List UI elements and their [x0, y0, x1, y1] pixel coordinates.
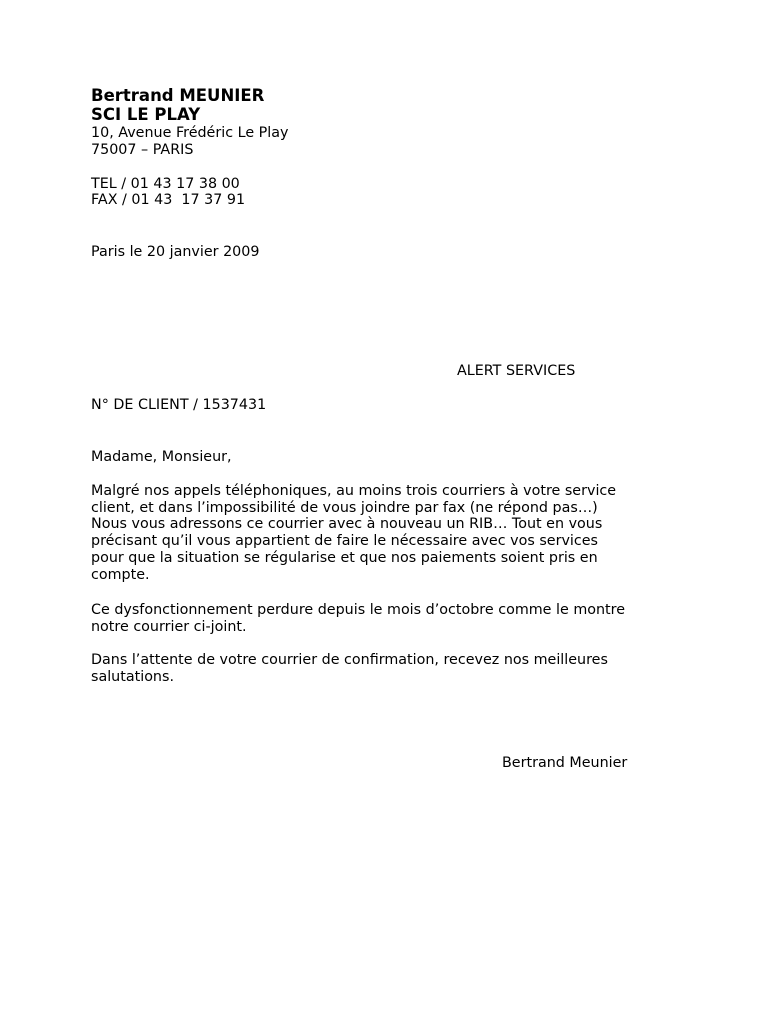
sender-company: SCI LE PLAY	[91, 105, 201, 124]
salutation: Madame, Monsieur,	[91, 449, 232, 465]
paragraph-line: Nous vous adressons ce courrier avec à nouveau un RIB… Tout en vous	[91, 516, 603, 532]
sender-tel: TEL / 01 43 17 38 00	[91, 176, 240, 192]
paragraph-line: notre courrier ci-joint.	[91, 619, 247, 635]
paragraph-line: salutations.	[91, 669, 174, 685]
sender-name: Bertrand MEUNIER	[91, 86, 265, 105]
signature: Bertrand Meunier	[502, 755, 628, 771]
paragraph-line: Malgré nos appels téléphoniques, au moins trois courriers à votre service	[91, 483, 617, 499]
sender-address-line1: 10, Avenue Frédéric Le Play	[91, 125, 289, 141]
paragraph-line: Dans l’attente de votre courrier de confirmation, recevez nos meilleures	[91, 652, 608, 668]
paragraph-line: Ce dysfonctionnement perdure depuis le mois d’octobre comme le montre	[91, 602, 626, 618]
paragraph-line: pour que la situation se régularise et que nos paiements soient pris en	[91, 550, 598, 566]
recipient-name: ALERT SERVICES	[457, 363, 576, 379]
sender-address-line2: 75007 – PARIS	[91, 142, 194, 158]
paragraph-line: précisant qu’il vous appartient de faire le nécessaire avec vos services	[91, 533, 598, 549]
sender-fax: FAX / 01 43 17 37 91	[91, 192, 246, 208]
paragraph-line: client, et dans l’impossibilité de vous joindre par fax (ne répond pas…)	[91, 500, 598, 516]
client-reference: N° DE CLIENT / 1537431	[91, 397, 267, 413]
paragraph-line: compte.	[91, 567, 150, 583]
letter-date: Paris le 20 janvier 2009	[91, 244, 260, 260]
